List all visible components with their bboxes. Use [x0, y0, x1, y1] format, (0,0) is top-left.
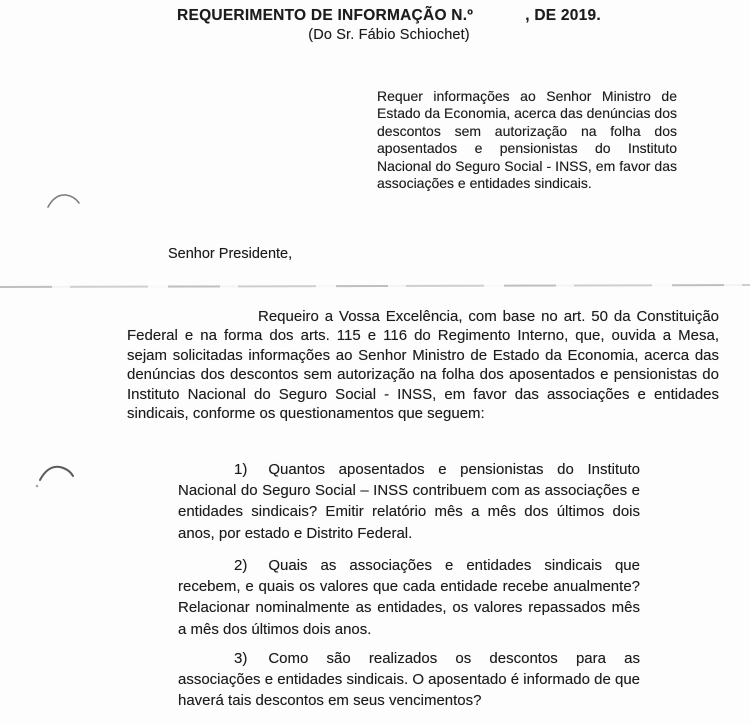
pen-arc-mark: [44, 191, 84, 213]
title-suffix: , DE 2019.: [525, 7, 601, 24]
question-item-3: [178, 648, 640, 712]
question-number: 2): [234, 557, 248, 574]
pen-arc-mark: [33, 463, 77, 491]
title-prefix: REQUERIMENTO DE INFORMAÇÃO N.º: [177, 7, 474, 24]
salutation: Senhor Presidente,: [168, 246, 293, 262]
question-item-1: [178, 459, 640, 544]
document-title: [14, 7, 750, 25]
question-text: Quantos aposentados e pensionistas do Instituto Nacional do Seguro Social – INSS contribuem com as associações e entidades sindicais? Emitir relatório mês a mês dos últimos dois anos, por estado e Distrito Federal.: [178, 461, 640, 542]
document-header: [14, 7, 750, 43]
question-item-2: [178, 555, 640, 640]
question-text: Quais as associações e entidades sindicais que recebem, e quais os valores que cada entidade recebe anualmente? Relacionar nominalmente as entidades, os valores repassados mês a mês dos últimos dois anos.: [178, 557, 640, 638]
question-number: 3): [234, 650, 248, 667]
question-number: 1): [234, 461, 248, 478]
body-paragraph: Requeiro a Vossa Excelência, com base no art. 50 da Constituição Federal e na forma dos arts. 115 e 116 do Regimento Interno, que, ouvida a Mesa, sejam solicitadas informações ao Senhor Ministro de Estado da Economia, acerca das denúncias dos descontos sem autorização na folha dos aposentados e pensionistas do Instituto Nacional do Seguro Social - INSS, em favor das associações e entidades sindicais, conforme os questionamentos que seguem:: [127, 308, 719, 423]
scan-artifact-line: [0, 284, 750, 288]
summary-ementa: Requer informações ao Senhor Ministro de Estado da Economia, acerca das denúncias dos descontos sem autorização na folha dos aposentados e pensionistas do Instituto Nacional do Seguro Social - INSS, em favor das associações e entidades sindicais.: [377, 88, 677, 192]
question-text: Como são realizados os descontos para as associações e entidades sindicais. O aposentado é informado de que haverá tais descontos em seus vencimentos?: [178, 650, 640, 710]
author-byline: (Do Sr. Fábio Schiochet): [308, 27, 470, 43]
